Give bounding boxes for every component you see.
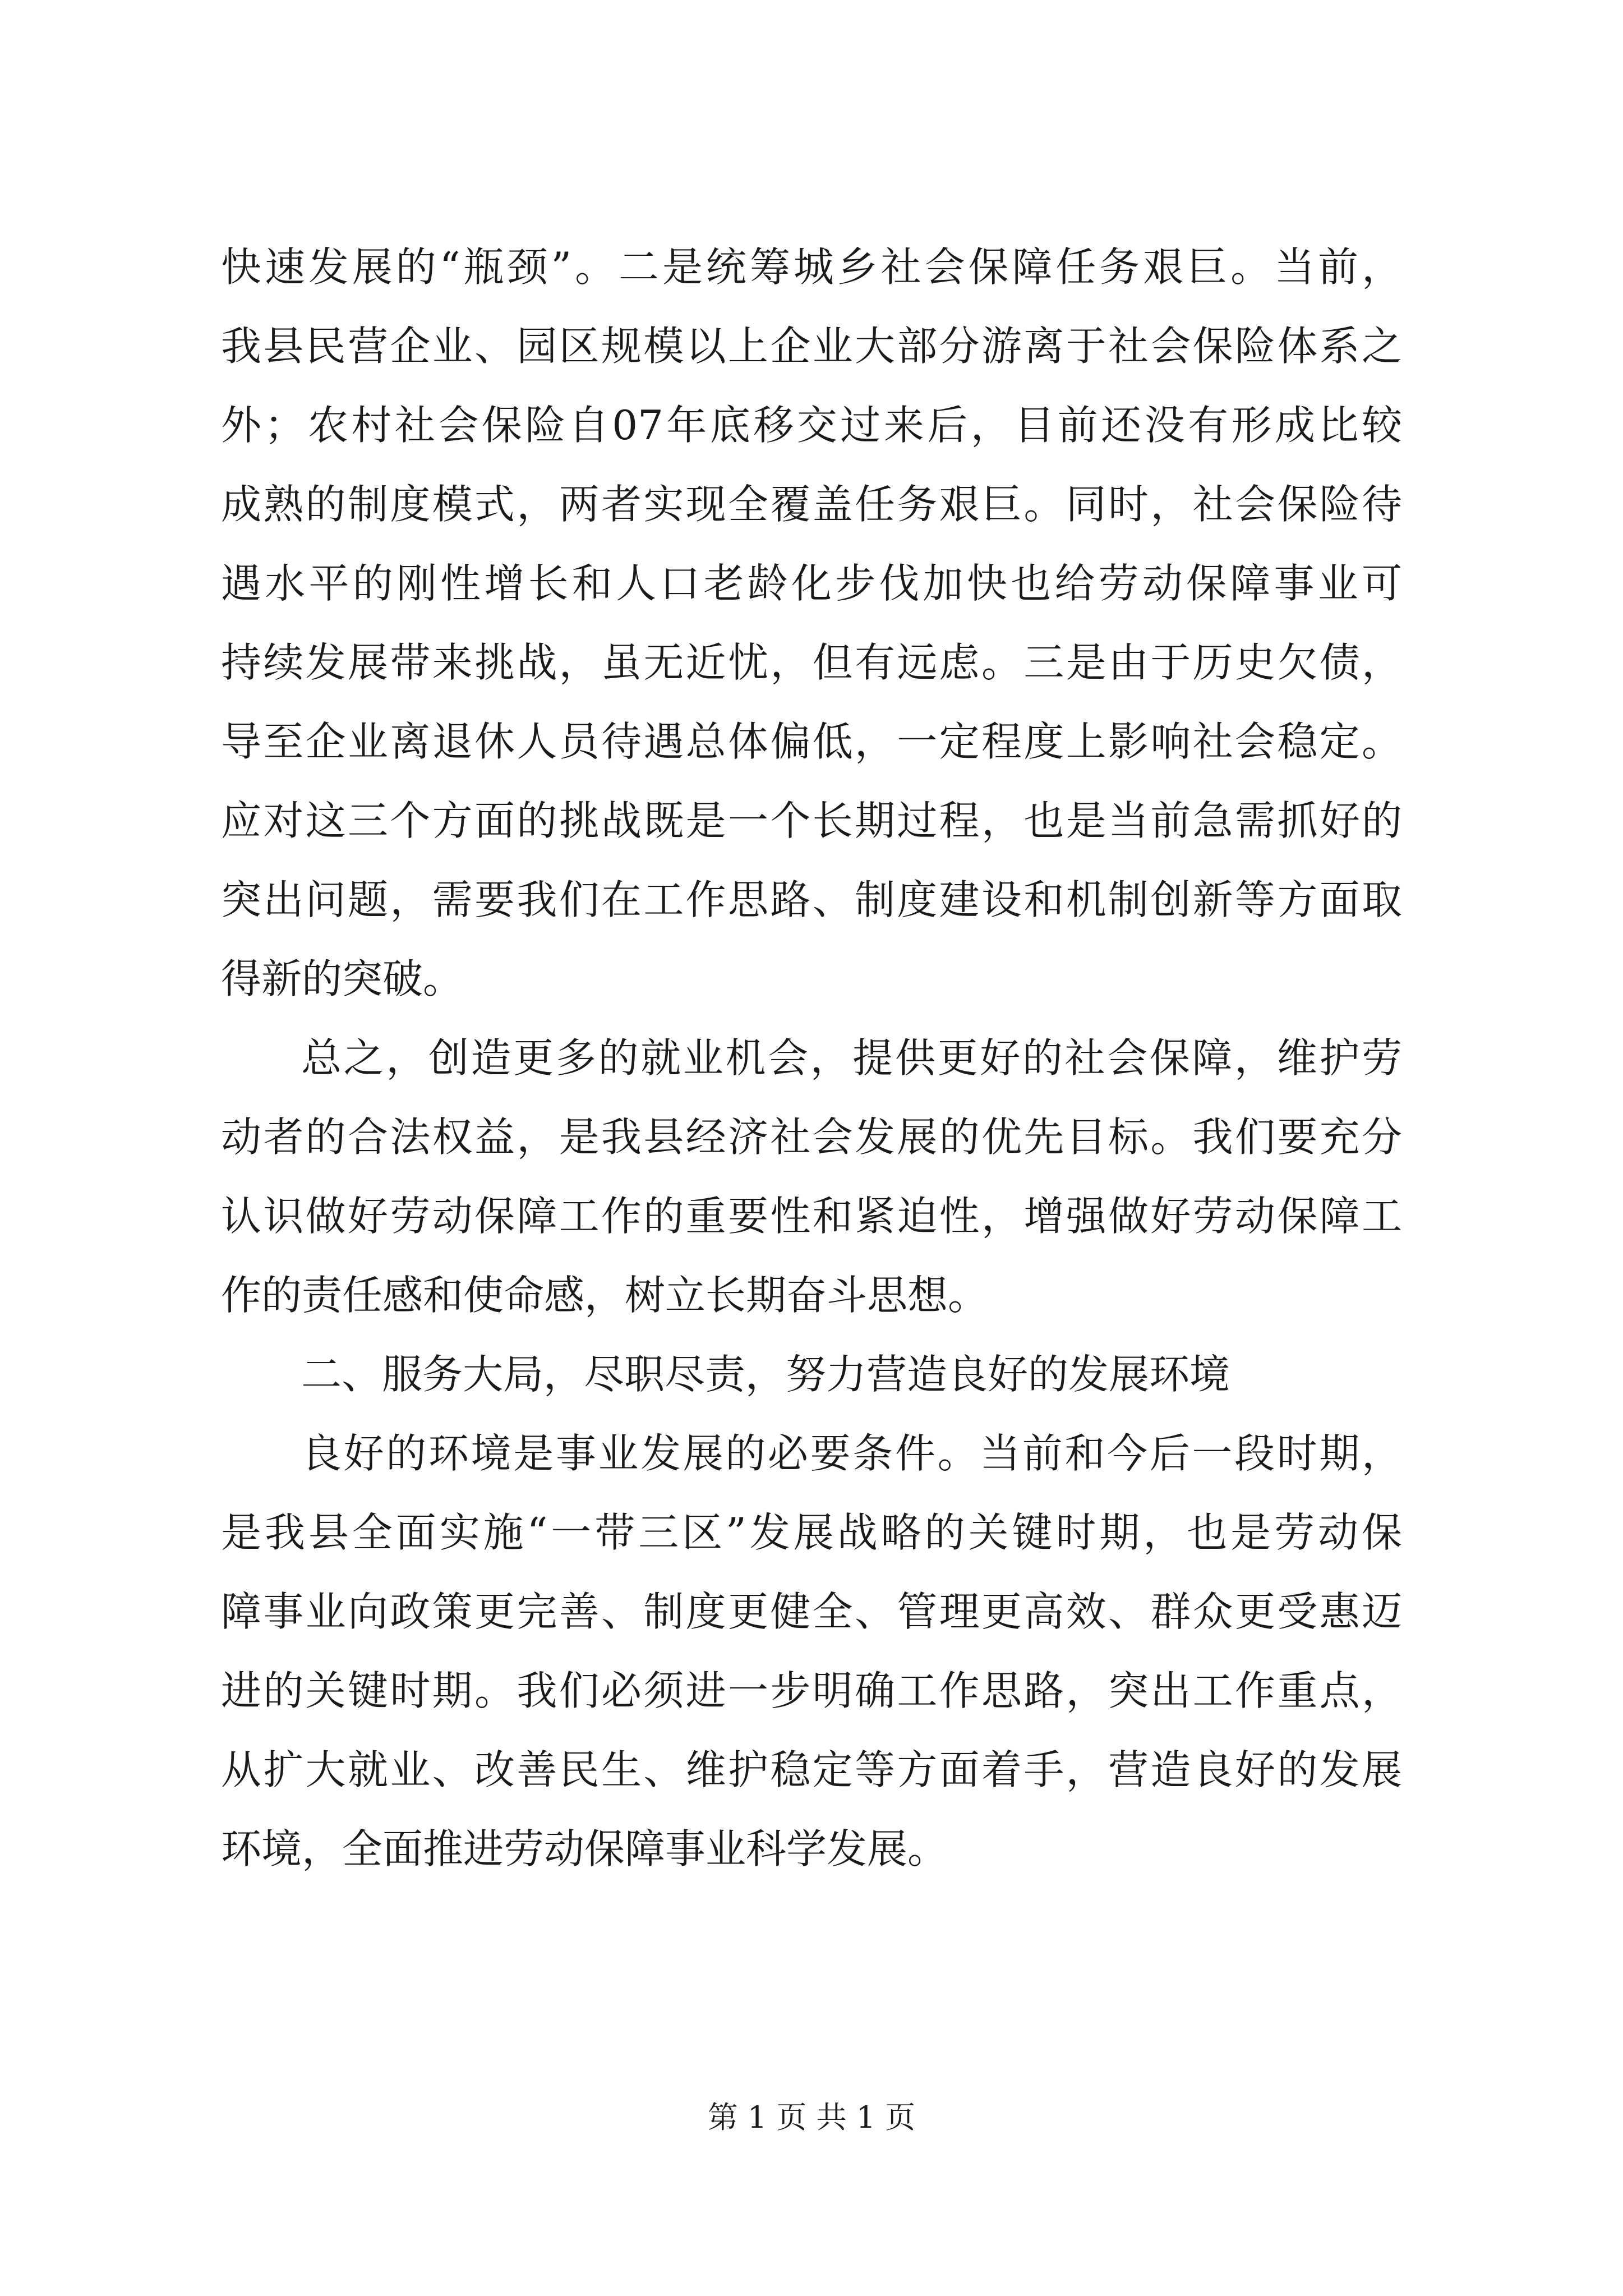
body-text-line: 我县民营企业、园区规模以上企业大部分游离于社会保险体系之 bbox=[221, 323, 1402, 370]
body-text-line: 应对这三个方面的挑战既是一个长期过程，也是当前急需抓好的 bbox=[221, 797, 1402, 844]
body-text-line: 突出问题，需要我们在工作思路、制度建设和机制创新等方面取 bbox=[221, 876, 1402, 923]
page-number-footer: 第 1 页 共 1 页 bbox=[707, 2100, 916, 2135]
body-text-line: 得新的突破。 bbox=[221, 955, 464, 1002]
body-text-line: 认识做好劳动保障工作的重要性和紧迫性，增强做好劳动保障工 bbox=[221, 1193, 1402, 1240]
body-text-line: 动者的合法权益，是我县经济社会发展的优先目标。我们要充分 bbox=[221, 1114, 1402, 1161]
body-text-line: 作的责任感和使命感，树立长期奋斗思想。 bbox=[221, 1272, 989, 1319]
body-text-line: 良好的环境是事业发展的必要条件。当前和今后一段时期， bbox=[301, 1430, 1402, 1477]
section-heading: 二、服务大局，尽职尽责，努力营造良好的发展环境 bbox=[301, 1351, 1230, 1398]
body-text-line: 是我县全面实施“一带三区”发展战略的关键时期，也是劳动保 bbox=[221, 1509, 1402, 1556]
body-text-line: 总之，创造更多的就业机会，提供更好的社会保障，维护劳 bbox=[301, 1034, 1402, 1082]
body-text-line: 障事业向政策更完善、制度更健全、管理更高效、群众更受惠迈 bbox=[221, 1588, 1402, 1635]
body-text-line: 持续发展带来挑战，虽无近忧，但有远虑。三是由于历史欠债， bbox=[221, 639, 1402, 686]
body-text-line: 成熟的制度模式，两者实现全覆盖任务艰巨。同时，社会保险待 bbox=[221, 481, 1402, 528]
body-text-line: 遇水平的刚性增长和人口老龄化步伐加快也给劳动保障事业可 bbox=[221, 560, 1402, 607]
body-text-line: 环境，全面推进劳动保障事业科学发展。 bbox=[221, 1825, 948, 1872]
body-text-line: 从扩大就业、改善民生、维护稳定等方面着手，营造良好的发展 bbox=[221, 1746, 1402, 1793]
body-text-line: 外；农村社会保险自07年底移交过来后，目前还没有形成比较 bbox=[221, 402, 1402, 449]
body-text-line: 进的关键时期。我们必须进一步明确工作思路，突出工作重点， bbox=[221, 1667, 1402, 1714]
body-text-line: 快速发展的“瓶颈”。二是统筹城乡社会保障任务艰巨。当前， bbox=[221, 243, 1402, 291]
body-text-line: 导至企业离退休人员待遇总体偏低，一定程度上影响社会稳定。 bbox=[221, 718, 1402, 765]
